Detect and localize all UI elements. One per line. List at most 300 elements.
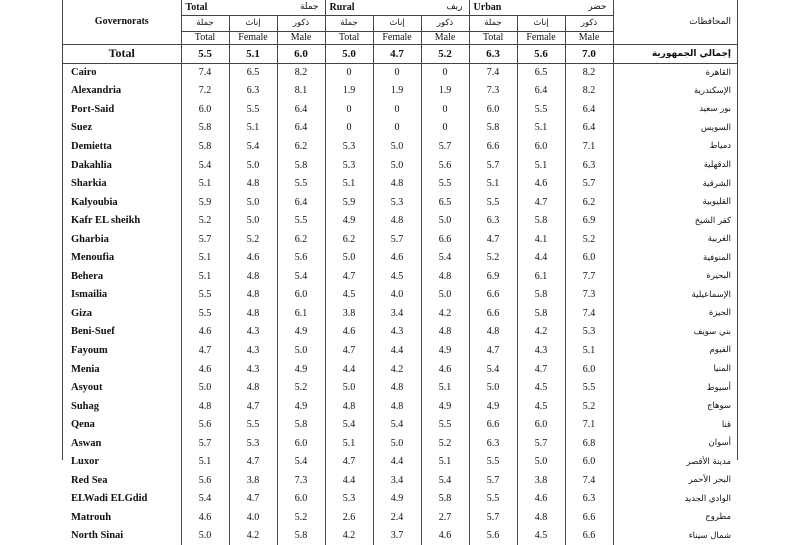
table-row [63, 304, 737, 323]
cell-value: 4.8 [373, 211, 421, 230]
cell-value: 0 [373, 63, 421, 82]
cell-value: 4.9 [325, 211, 373, 230]
governorate-name: Dakahlia [71, 159, 112, 171]
cell-value: 6.3 [565, 490, 613, 509]
cell-value: 5.6 [421, 156, 469, 175]
cell-value: 2.7 [421, 508, 469, 527]
cell-value: 5.8 [421, 490, 469, 509]
governorate-name-ar: قنا [613, 415, 737, 434]
subheader-en-total: Total [181, 31, 229, 44]
cell-value: 6.0 [277, 490, 325, 509]
governorate-name-ar: سوهاج [613, 397, 737, 416]
cell-value: 5.2 [421, 434, 469, 453]
cell-value: 6.1 [277, 304, 325, 323]
cell-value: 4.5 [517, 397, 565, 416]
cell-value: 6.6 [565, 527, 613, 545]
cell-value: 4.6 [181, 508, 229, 527]
table-row [63, 341, 737, 360]
table-row [63, 378, 737, 397]
cell-value: 5.1 [565, 341, 613, 360]
cell-value: 7.3 [565, 286, 613, 305]
cell-value: 6.3 [469, 44, 517, 63]
governorate-name-ar: أسوان [613, 434, 737, 453]
cell-value: 6.4 [565, 119, 613, 138]
cell-value: 4.6 [373, 248, 421, 267]
cell-value: 8.2 [277, 63, 325, 82]
cell-value: 0 [325, 63, 373, 82]
cell-value: 4.8 [229, 286, 277, 305]
governorate-name: Red Sea [71, 474, 108, 486]
table-row [63, 323, 737, 342]
governorate-name: Kafr EL sheikh [71, 215, 141, 227]
table-row [63, 490, 737, 509]
cell-value: 0 [421, 119, 469, 138]
cell-value: 4.0 [373, 286, 421, 305]
cell-value: 6.0 [277, 434, 325, 453]
table-row [63, 230, 737, 249]
subheader-ar-total: جملة [181, 15, 229, 31]
cell-value: 5.5 [181, 44, 229, 63]
cell-value: 5.2 [229, 230, 277, 249]
cell-value: 5.5 [469, 452, 517, 471]
cell-value: 7.4 [565, 304, 613, 323]
cell-value: 6.4 [277, 119, 325, 138]
cell-value: 4.9 [421, 397, 469, 416]
cell-value: 5.1 [325, 434, 373, 453]
subheader-ar-total: جملة [469, 15, 517, 31]
subheader-ar-female: إناث [229, 15, 277, 31]
cell-value: 4.5 [373, 267, 421, 286]
subheader-ar-female: إناث [373, 15, 421, 31]
cell-value: 4.4 [373, 452, 421, 471]
cell-value: 5.2 [469, 248, 517, 267]
governorate-name: Menoufia [71, 252, 115, 264]
table-row [63, 119, 737, 138]
cell-value: 5.5 [421, 174, 469, 193]
cell-value: 0 [373, 119, 421, 138]
cell-value: 5.1 [517, 156, 565, 175]
governorate-name: Matrouh [71, 511, 112, 523]
cell-value: 4.4 [373, 341, 421, 360]
cell-value: 5.5 [277, 174, 325, 193]
cell-value: 4.6 [229, 248, 277, 267]
cell-value: 0 [421, 100, 469, 119]
cell-value: 4.8 [421, 267, 469, 286]
governorate-name-ar: السويس [613, 119, 737, 138]
cell-value: 4.8 [421, 323, 469, 342]
governorate-name: Giza [71, 307, 92, 319]
cell-value: 0 [325, 119, 373, 138]
cell-value: 4.4 [517, 248, 565, 267]
table-row [63, 82, 737, 101]
cell-value: 5.3 [325, 137, 373, 156]
cell-value: 5.2 [565, 397, 613, 416]
governorate-name-ar: الإسماعيلية [613, 286, 737, 305]
cell-value: 4.9 [277, 323, 325, 342]
subheader-ar-male: ذكور [565, 15, 613, 31]
governorate-name-ar: كفر الشيخ [613, 211, 737, 230]
governorates-table [63, 0, 737, 545]
cell-value: 5.0 [517, 452, 565, 471]
cell-value: 3.4 [373, 471, 421, 490]
governorate-name-ar: مدينة الأقصر [613, 452, 737, 471]
governorate-name: Sharkia [71, 178, 107, 190]
governorate-name-ar: الفيوم [613, 341, 737, 360]
cell-value: 7.2 [181, 82, 229, 101]
cell-value: 4.6 [421, 527, 469, 545]
cell-value: 5.2 [421, 44, 469, 63]
cell-value: 4.1 [517, 230, 565, 249]
group-header-rural [325, 0, 469, 15]
cell-value: 5.8 [277, 156, 325, 175]
cell-value: 5.4 [421, 471, 469, 490]
group-header-en: Rural [329, 1, 355, 13]
governorate-name-ar: بور سعيد [613, 100, 737, 119]
governorate-name: Menia [71, 363, 100, 375]
total-label-ar: إجمالي الجمهورية [613, 44, 737, 63]
cell-value: 5.5 [229, 415, 277, 434]
cell-value: 4.7 [469, 341, 517, 360]
cell-value: 5.4 [469, 360, 517, 379]
cell-value: 0 [373, 100, 421, 119]
cell-value: 5.6 [181, 415, 229, 434]
cell-value: 6.6 [421, 230, 469, 249]
cell-value: 7.1 [565, 137, 613, 156]
cell-value: 5.1 [469, 174, 517, 193]
cell-value: 5.2 [181, 211, 229, 230]
cell-value: 1.9 [421, 82, 469, 101]
governorate-name: Demietta [71, 140, 112, 152]
cell-value: 5.8 [277, 527, 325, 545]
cell-value: 6.3 [469, 211, 517, 230]
cell-value: 5.4 [373, 415, 421, 434]
governorate-name-ar: الدقهلية [613, 156, 737, 175]
governorate-name: Aswan [71, 437, 102, 449]
cell-value: 5.0 [181, 527, 229, 545]
cell-value: 6.9 [565, 211, 613, 230]
governorate-name-ar: القليوبية [613, 193, 737, 212]
cell-value: 4.8 [181, 397, 229, 416]
table-row [63, 174, 737, 193]
cell-value: 6.0 [517, 137, 565, 156]
cell-value: 5.8 [469, 119, 517, 138]
table-row [63, 286, 737, 305]
cell-value: 7.3 [469, 82, 517, 101]
cell-value: 4.8 [229, 267, 277, 286]
cell-value: 6.4 [565, 100, 613, 119]
cell-value: 5.8 [517, 304, 565, 323]
cell-value: 6.4 [277, 193, 325, 212]
table-row [63, 360, 737, 379]
governorate-name: North Sinai [71, 530, 124, 542]
governorate-name-ar: مطروح [613, 508, 737, 527]
cell-value: 3.8 [325, 304, 373, 323]
cell-value: 5.1 [181, 174, 229, 193]
cell-value: 5.4 [421, 248, 469, 267]
cell-value: 6.9 [469, 267, 517, 286]
cell-value: 5.7 [469, 508, 517, 527]
cell-value: 5.5 [517, 100, 565, 119]
governorate-name-ar: الوادي الجديد [613, 490, 737, 509]
cell-value: 4.5 [517, 527, 565, 545]
cell-value: 4.9 [277, 397, 325, 416]
cell-value: 5.8 [277, 415, 325, 434]
cell-value: 4.7 [373, 44, 421, 63]
cell-value: 4.9 [469, 397, 517, 416]
cell-value: 5.0 [373, 156, 421, 175]
cell-value: 4.7 [229, 452, 277, 471]
cell-value: 5.9 [181, 193, 229, 212]
group-header-urban [469, 0, 613, 15]
cell-value: 6.3 [469, 434, 517, 453]
cell-value: 5.1 [181, 267, 229, 286]
cell-value: 5.1 [229, 44, 277, 63]
cell-value: 5.1 [325, 174, 373, 193]
cell-value: 6.1 [517, 267, 565, 286]
cell-value: 5.0 [325, 378, 373, 397]
group-header-total [181, 0, 325, 15]
cell-value: 6.3 [565, 156, 613, 175]
group-header-ar: حضر [588, 1, 607, 12]
cell-value: 8.1 [277, 82, 325, 101]
cell-value: 4.8 [373, 174, 421, 193]
group-header-en: Total [185, 1, 208, 13]
subheader-en-female: Female [229, 31, 277, 44]
cell-value: 7.3 [277, 471, 325, 490]
cell-value: 4.7 [325, 452, 373, 471]
data-table-frame [62, 0, 738, 542]
group-header-ar: ريف [446, 1, 463, 12]
cell-value: 5.3 [229, 434, 277, 453]
cell-value: 4.4 [325, 360, 373, 379]
cell-value: 5.5 [181, 286, 229, 305]
subheader-en-female: Female [517, 31, 565, 44]
cell-value: 5.8 [181, 119, 229, 138]
governorate-name: Fayoum [71, 344, 108, 356]
governorate-name: Gharbia [71, 233, 109, 245]
cell-value: 4.7 [517, 193, 565, 212]
cell-value: 8.2 [565, 63, 613, 82]
cell-value: 5.0 [421, 286, 469, 305]
cell-value: 4.6 [421, 360, 469, 379]
cell-value: 4.8 [373, 397, 421, 416]
cell-value: 5.6 [469, 527, 517, 545]
cell-value: 7.1 [565, 415, 613, 434]
cell-value: 4.2 [229, 527, 277, 545]
table-row [63, 527, 737, 545]
cell-value: 4.5 [517, 378, 565, 397]
cell-value: 4.8 [229, 304, 277, 323]
cell-value: 6.6 [565, 508, 613, 527]
governorate-name-ar: البحر الأحمر [613, 471, 737, 490]
cell-value: 5.0 [277, 341, 325, 360]
cell-value: 5.8 [181, 137, 229, 156]
cell-value: 6.8 [565, 434, 613, 453]
cell-value: 6.3 [229, 82, 277, 101]
total-row [63, 44, 737, 63]
cell-value: 4.6 [517, 490, 565, 509]
cell-value: 5.6 [277, 248, 325, 267]
cell-value: 4.3 [229, 360, 277, 379]
table-row [63, 156, 737, 175]
cell-value: 5.3 [373, 193, 421, 212]
cell-value: 6.6 [469, 286, 517, 305]
governorate-name: Behera [71, 270, 104, 282]
cell-value: 5.5 [277, 211, 325, 230]
cell-value: 4.3 [229, 323, 277, 342]
cell-value: 3.7 [373, 527, 421, 545]
group-header-ar: جملة [299, 1, 319, 12]
subheader-ar-male: ذكور [277, 15, 325, 31]
cell-value: 5.0 [325, 248, 373, 267]
cell-value: 6.6 [469, 137, 517, 156]
cell-value: 5.5 [229, 100, 277, 119]
cell-value: 6.6 [469, 304, 517, 323]
cell-value: 4.6 [181, 323, 229, 342]
governorate-name: Suhag [71, 400, 100, 412]
cell-value: 4.2 [517, 323, 565, 342]
cell-value: 6.5 [421, 193, 469, 212]
table-row [63, 397, 737, 416]
governorate-name-ar: الإسكندرية [613, 82, 737, 101]
subheader-en-male: Male [277, 31, 325, 44]
governorate-name-ar: بني سويف [613, 323, 737, 342]
cell-value: 4.7 [325, 341, 373, 360]
cell-value: 2.4 [373, 508, 421, 527]
cell-value: 4.8 [469, 323, 517, 342]
cell-value: 4.7 [469, 230, 517, 249]
cell-value: 7.4 [181, 63, 229, 82]
cell-value: 0 [325, 100, 373, 119]
cell-value: 5.7 [181, 434, 229, 453]
cell-value: 5.5 [565, 378, 613, 397]
table-row [63, 452, 737, 471]
cell-value: 4.7 [517, 360, 565, 379]
cell-value: 4.7 [181, 341, 229, 360]
governorate-name-ar: المنيا [613, 360, 737, 379]
cell-value: 7.4 [469, 63, 517, 82]
cell-value: 5.5 [181, 304, 229, 323]
cell-value: 6.5 [229, 63, 277, 82]
cell-value: 4.9 [373, 490, 421, 509]
subheader-ar-total: جملة [325, 15, 373, 31]
subheader-en-male: Male [565, 31, 613, 44]
cell-value: 3.4 [373, 304, 421, 323]
cell-value: 4.9 [421, 341, 469, 360]
governorate-name-ar: أسيوط [613, 378, 737, 397]
cell-value: 6.5 [517, 63, 565, 82]
governorate-name: Luxor [71, 456, 100, 468]
cell-value: 4.9 [277, 360, 325, 379]
cell-value: 7.7 [565, 267, 613, 286]
cell-value: 5.2 [277, 378, 325, 397]
cell-value: 5.9 [325, 193, 373, 212]
governorate-name-ar: القاهرة [613, 63, 737, 82]
cell-value: 5.2 [277, 508, 325, 527]
cell-value: 7.4 [565, 471, 613, 490]
governorate-name: Asyout [71, 382, 103, 394]
cell-value: 4.6 [181, 360, 229, 379]
cell-value: 4.3 [517, 341, 565, 360]
subheader-en-male: Male [421, 31, 469, 44]
cell-value: 4.5 [325, 286, 373, 305]
cell-value: 6.0 [277, 44, 325, 63]
table-row [63, 267, 737, 286]
governorate-name-ar: البحيرة [613, 267, 737, 286]
cell-value: 5.7 [181, 230, 229, 249]
cell-value: 4.8 [229, 174, 277, 193]
cell-value: 5.1 [517, 119, 565, 138]
governorates-header: Governorats [63, 0, 181, 44]
cell-value: 5.1 [181, 248, 229, 267]
cell-value: 6.2 [277, 230, 325, 249]
governorate-name-ar: دمياط [613, 137, 737, 156]
table-body [63, 44, 737, 545]
subheader-ar-female: إناث [517, 15, 565, 31]
governorate-name: Port-Said [71, 103, 115, 115]
cell-value: 4.4 [325, 471, 373, 490]
governorate-name: Beni-Suef [71, 326, 115, 338]
table-row [63, 471, 737, 490]
cell-value: 5.1 [229, 119, 277, 138]
cell-value: 4.0 [229, 508, 277, 527]
governorate-name: Kalyoubia [71, 196, 118, 208]
table-row [63, 137, 737, 156]
cell-value: 5.0 [181, 378, 229, 397]
cell-value: 4.7 [229, 490, 277, 509]
cell-value: 5.0 [373, 137, 421, 156]
cell-value: 5.3 [325, 156, 373, 175]
table-row [63, 100, 737, 119]
cell-value: 6.0 [565, 360, 613, 379]
cell-value: 6.0 [517, 415, 565, 434]
cell-value: 5.2 [565, 230, 613, 249]
table-row [63, 434, 737, 453]
cell-value: 5.7 [421, 137, 469, 156]
governorate-name: Qena [71, 419, 95, 431]
cell-value: 5.0 [229, 156, 277, 175]
cell-value: 5.1 [181, 452, 229, 471]
cell-value: 5.4 [181, 490, 229, 509]
cell-value: 5.0 [229, 193, 277, 212]
table-row [63, 415, 737, 434]
subheader-en-female: Female [373, 31, 421, 44]
table-row [63, 211, 737, 230]
cell-value: 5.7 [373, 230, 421, 249]
cell-value: 4.2 [325, 527, 373, 545]
cell-value: 5.0 [229, 211, 277, 230]
cell-value: 5.0 [421, 211, 469, 230]
table-row [63, 508, 737, 527]
cell-value: 4.3 [373, 323, 421, 342]
cell-value: 5.4 [325, 415, 373, 434]
cell-value: 5.5 [469, 490, 517, 509]
cell-value: 5.4 [277, 267, 325, 286]
cell-value: 5.0 [469, 378, 517, 397]
cell-value: 0 [421, 63, 469, 82]
cell-value: 5.1 [421, 378, 469, 397]
governorate-name: Ismailia [71, 289, 108, 301]
governorate-name: Cairo [71, 67, 97, 79]
cell-value: 6.4 [277, 100, 325, 119]
cell-value: 6.4 [517, 82, 565, 101]
cell-value: 5.8 [517, 286, 565, 305]
subheader-en-total: Total [469, 31, 517, 44]
table-header [63, 0, 737, 44]
cell-value: 6.2 [277, 137, 325, 156]
cell-value: 5.3 [565, 323, 613, 342]
total-label: Total [63, 44, 181, 63]
